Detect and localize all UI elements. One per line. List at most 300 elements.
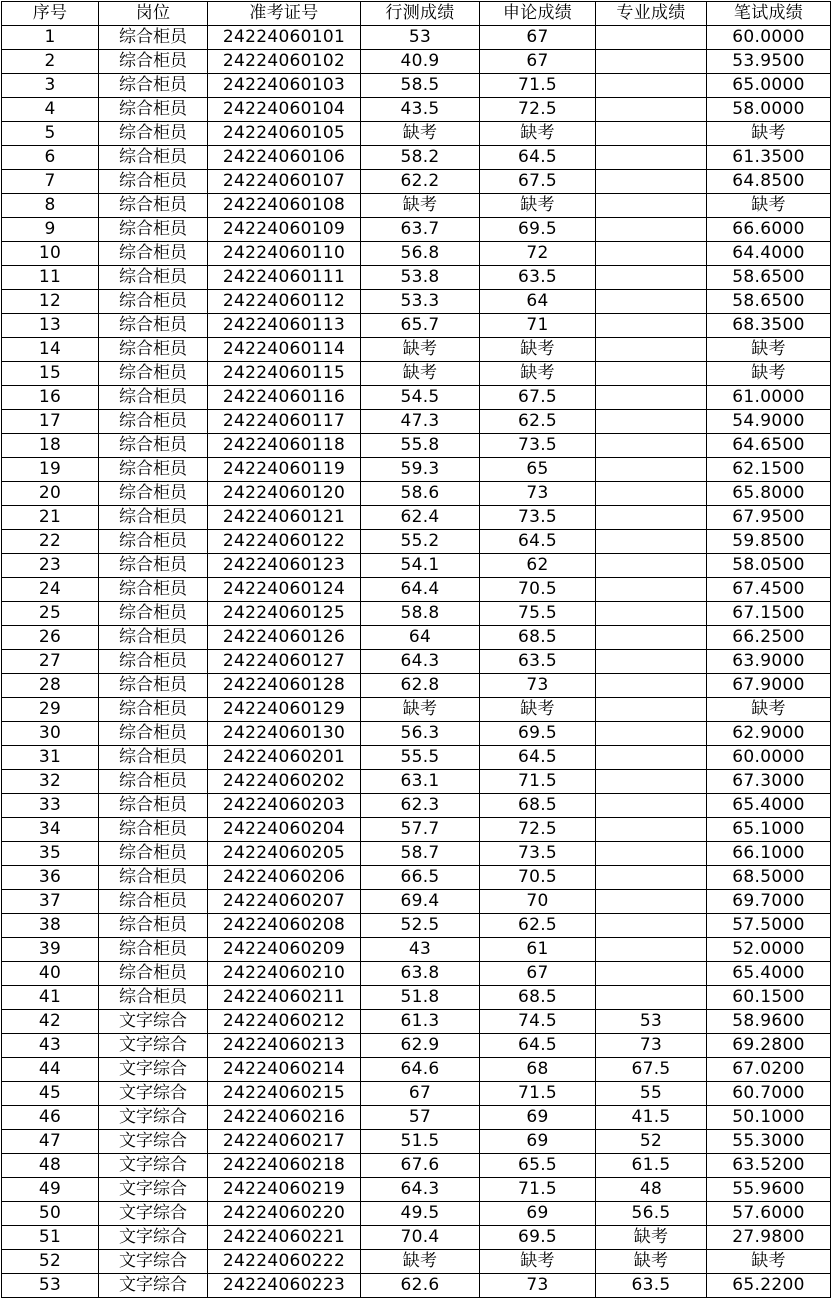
essay-score-cell: 72 [480, 242, 596, 266]
written-score-cell: 57.6000 [707, 1202, 831, 1226]
aptitude-score-cell: 56.8 [361, 242, 480, 266]
header-professional-score: 专业成绩 [596, 2, 707, 26]
seq-cell: 36 [2, 866, 99, 890]
professional-score-cell [596, 746, 707, 770]
table-row [2, 458, 831, 482]
essay-score-cell: 69 [480, 1130, 596, 1154]
essay-score-cell: 73.5 [480, 506, 596, 530]
position-cell: 综合柜员 [99, 626, 208, 650]
table-row [2, 194, 831, 218]
exam-id-cell: 24224060117 [208, 410, 361, 434]
aptitude-score-cell: 58.2 [361, 146, 480, 170]
exam-id-cell: 24224060220 [208, 1202, 361, 1226]
exam-id-cell: 24224060202 [208, 770, 361, 794]
professional-score-cell [596, 74, 707, 98]
table-row [2, 482, 831, 506]
aptitude-score-cell: 57.7 [361, 818, 480, 842]
professional-score-cell [596, 50, 707, 74]
essay-score-cell: 64.5 [480, 746, 596, 770]
exam-id-cell: 24224060218 [208, 1154, 361, 1178]
position-cell: 综合柜员 [99, 962, 208, 986]
seq-cell: 3 [2, 74, 99, 98]
exam-id-cell: 24224060211 [208, 986, 361, 1010]
table-row [2, 1226, 831, 1250]
professional-score-cell: 53 [596, 1010, 707, 1034]
position-cell: 综合柜员 [99, 242, 208, 266]
exam-id-cell: 24224060210 [208, 962, 361, 986]
table-row [2, 698, 831, 722]
aptitude-score-cell: 55.2 [361, 530, 480, 554]
table-row [2, 290, 831, 314]
position-cell: 综合柜员 [99, 554, 208, 578]
essay-score-cell: 缺考 [480, 362, 596, 386]
essay-score-cell: 68.5 [480, 986, 596, 1010]
seq-cell: 14 [2, 338, 99, 362]
table-row [2, 770, 831, 794]
written-score-cell: 52.0000 [707, 938, 831, 962]
written-score-cell: 69.7000 [707, 890, 831, 914]
seq-cell: 46 [2, 1106, 99, 1130]
professional-score-cell [596, 194, 707, 218]
professional-score-cell: 48 [596, 1178, 707, 1202]
professional-score-cell [596, 386, 707, 410]
professional-score-cell [596, 794, 707, 818]
essay-score-cell: 70 [480, 890, 596, 914]
professional-score-cell [596, 770, 707, 794]
exam-id-cell: 24224060201 [208, 746, 361, 770]
exam-id-cell: 24224060203 [208, 794, 361, 818]
aptitude-score-cell: 58.7 [361, 842, 480, 866]
aptitude-score-cell: 65.7 [361, 314, 480, 338]
exam-id-cell: 24224060115 [208, 362, 361, 386]
aptitude-score-cell: 47.3 [361, 410, 480, 434]
position-cell: 综合柜员 [99, 434, 208, 458]
header-aptitude-score: 行测成绩 [361, 2, 480, 26]
professional-score-cell [596, 554, 707, 578]
position-cell: 综合柜员 [99, 194, 208, 218]
table-row [2, 1178, 831, 1202]
table-row [2, 314, 831, 338]
written-score-cell: 66.6000 [707, 218, 831, 242]
essay-score-cell: 69 [480, 1106, 596, 1130]
essay-score-cell: 67 [480, 50, 596, 74]
written-score-cell: 58.6500 [707, 266, 831, 290]
exam-id-cell: 24224060125 [208, 602, 361, 626]
seq-cell: 27 [2, 650, 99, 674]
position-cell: 综合柜员 [99, 842, 208, 866]
exam-id-cell: 24224060102 [208, 50, 361, 74]
seq-cell: 34 [2, 818, 99, 842]
exam-id-cell: 24224060207 [208, 890, 361, 914]
professional-score-cell [596, 962, 707, 986]
essay-score-cell: 62.5 [480, 914, 596, 938]
seq-cell: 32 [2, 770, 99, 794]
position-cell: 综合柜员 [99, 314, 208, 338]
essay-score-cell: 71.5 [480, 74, 596, 98]
aptitude-score-cell: 52.5 [361, 914, 480, 938]
table-row [2, 962, 831, 986]
seq-cell: 23 [2, 554, 99, 578]
table-row [2, 1202, 831, 1226]
aptitude-score-cell: 55.8 [361, 434, 480, 458]
essay-score-cell: 67 [480, 962, 596, 986]
essay-score-cell: 缺考 [480, 338, 596, 362]
seq-cell: 41 [2, 986, 99, 1010]
exam-id-cell: 24224060204 [208, 818, 361, 842]
table-row [2, 74, 831, 98]
exam-id-cell: 24224060106 [208, 146, 361, 170]
aptitude-score-cell: 53.3 [361, 290, 480, 314]
written-score-cell: 55.9600 [707, 1178, 831, 1202]
professional-score-cell [596, 26, 707, 50]
seq-cell: 33 [2, 794, 99, 818]
written-score-cell: 65.4000 [707, 794, 831, 818]
professional-score-cell: 52 [596, 1130, 707, 1154]
header-essay-score: 申论成绩 [480, 2, 596, 26]
exam-id-cell: 24224060212 [208, 1010, 361, 1034]
table-row [2, 170, 831, 194]
written-score-cell: 65.2200 [707, 1274, 831, 1298]
written-score-cell: 61.0000 [707, 386, 831, 410]
written-score-cell: 61.3500 [707, 146, 831, 170]
aptitude-score-cell: 56.3 [361, 722, 480, 746]
table-row [2, 530, 831, 554]
written-score-cell: 66.2500 [707, 626, 831, 650]
professional-score-cell [596, 530, 707, 554]
seq-cell: 35 [2, 842, 99, 866]
written-score-cell: 66.1000 [707, 842, 831, 866]
professional-score-cell: 41.5 [596, 1106, 707, 1130]
seq-cell: 5 [2, 122, 99, 146]
seq-cell: 31 [2, 746, 99, 770]
position-cell: 文字综合 [99, 1034, 208, 1058]
professional-score-cell [596, 818, 707, 842]
essay-score-cell: 69.5 [480, 218, 596, 242]
position-cell: 综合柜员 [99, 290, 208, 314]
professional-score-cell: 61.5 [596, 1154, 707, 1178]
position-cell: 综合柜员 [99, 410, 208, 434]
professional-score-cell [596, 122, 707, 146]
table-row [2, 890, 831, 914]
seq-cell: 52 [2, 1250, 99, 1274]
essay-score-cell: 73 [480, 482, 596, 506]
position-cell: 综合柜员 [99, 818, 208, 842]
seq-cell: 19 [2, 458, 99, 482]
written-score-cell: 58.0500 [707, 554, 831, 578]
essay-score-cell: 63.5 [480, 650, 596, 674]
table-row [2, 818, 831, 842]
professional-score-cell [596, 170, 707, 194]
position-cell: 综合柜员 [99, 482, 208, 506]
professional-score-cell [596, 290, 707, 314]
exam-id-cell: 24224060123 [208, 554, 361, 578]
position-cell: 综合柜员 [99, 338, 208, 362]
position-cell: 文字综合 [99, 1202, 208, 1226]
table-row [2, 746, 831, 770]
table-row [2, 1154, 831, 1178]
essay-score-cell: 69.5 [480, 722, 596, 746]
table-row [2, 1058, 831, 1082]
essay-score-cell: 缺考 [480, 194, 596, 218]
aptitude-score-cell: 58.8 [361, 602, 480, 626]
essay-score-cell: 缺考 [480, 1250, 596, 1274]
written-score-cell: 65.0000 [707, 74, 831, 98]
table-row [2, 626, 831, 650]
essay-score-cell: 64.5 [480, 146, 596, 170]
written-score-cell: 69.2800 [707, 1034, 831, 1058]
seq-cell: 9 [2, 218, 99, 242]
written-score-cell: 缺考 [707, 362, 831, 386]
professional-score-cell: 缺考 [596, 1226, 707, 1250]
position-cell: 文字综合 [99, 1010, 208, 1034]
written-score-cell: 缺考 [707, 338, 831, 362]
table-row [2, 386, 831, 410]
exam-id-cell: 24224060120 [208, 482, 361, 506]
table-row [2, 914, 831, 938]
aptitude-score-cell: 缺考 [361, 122, 480, 146]
professional-score-cell [596, 242, 707, 266]
professional-score-cell [596, 578, 707, 602]
table-row [2, 266, 831, 290]
exam-id-cell: 24224060113 [208, 314, 361, 338]
essay-score-cell: 63.5 [480, 266, 596, 290]
table-row [2, 1130, 831, 1154]
position-cell: 综合柜员 [99, 722, 208, 746]
table-row [2, 26, 831, 50]
aptitude-score-cell: 62.6 [361, 1274, 480, 1298]
table-row [2, 1034, 831, 1058]
position-cell: 综合柜员 [99, 98, 208, 122]
exam-id-cell: 24224060206 [208, 866, 361, 890]
position-cell: 综合柜员 [99, 746, 208, 770]
seq-cell: 18 [2, 434, 99, 458]
table-row [2, 146, 831, 170]
written-score-cell: 57.5000 [707, 914, 831, 938]
essay-score-cell: 64 [480, 290, 596, 314]
written-score-cell: 54.9000 [707, 410, 831, 434]
exam-id-cell: 24224060209 [208, 938, 361, 962]
position-cell: 综合柜员 [99, 458, 208, 482]
exam-id-cell: 24224060112 [208, 290, 361, 314]
table-row [2, 410, 831, 434]
table-row [2, 578, 831, 602]
position-cell: 文字综合 [99, 1178, 208, 1202]
essay-score-cell: 64.5 [480, 530, 596, 554]
exam-id-cell: 24224060103 [208, 74, 361, 98]
exam-id-cell: 24224060111 [208, 266, 361, 290]
table-row [2, 650, 831, 674]
written-score-cell: 58.0000 [707, 98, 831, 122]
position-cell: 综合柜员 [99, 266, 208, 290]
position-cell: 综合柜员 [99, 74, 208, 98]
professional-score-cell: 63.5 [596, 1274, 707, 1298]
seq-cell: 28 [2, 674, 99, 698]
exam-id-cell: 24224060124 [208, 578, 361, 602]
written-score-cell: 67.4500 [707, 578, 831, 602]
exam-id-cell: 24224060109 [208, 218, 361, 242]
position-cell: 综合柜员 [99, 146, 208, 170]
written-score-cell: 67.9000 [707, 674, 831, 698]
professional-score-cell [596, 842, 707, 866]
essay-score-cell: 65 [480, 458, 596, 482]
essay-score-cell: 71.5 [480, 770, 596, 794]
seq-cell: 10 [2, 242, 99, 266]
seq-cell: 37 [2, 890, 99, 914]
written-score-cell: 27.9800 [707, 1226, 831, 1250]
exam-id-cell: 24224060116 [208, 386, 361, 410]
aptitude-score-cell: 59.3 [361, 458, 480, 482]
position-cell: 文字综合 [99, 1130, 208, 1154]
professional-score-cell [596, 434, 707, 458]
aptitude-score-cell: 64.4 [361, 578, 480, 602]
written-score-cell: 64.4000 [707, 242, 831, 266]
exam-id-cell: 24224060107 [208, 170, 361, 194]
position-cell: 综合柜员 [99, 530, 208, 554]
aptitude-score-cell: 53.8 [361, 266, 480, 290]
seq-cell: 4 [2, 98, 99, 122]
essay-score-cell: 65.5 [480, 1154, 596, 1178]
seq-cell: 40 [2, 962, 99, 986]
seq-cell: 20 [2, 482, 99, 506]
aptitude-score-cell: 58.6 [361, 482, 480, 506]
seq-cell: 43 [2, 1034, 99, 1058]
position-cell: 综合柜员 [99, 506, 208, 530]
position-cell: 综合柜员 [99, 794, 208, 818]
seq-cell: 48 [2, 1154, 99, 1178]
position-cell: 综合柜员 [99, 890, 208, 914]
exam-id-cell: 24224060222 [208, 1250, 361, 1274]
professional-score-cell [596, 866, 707, 890]
exam-id-cell: 24224060110 [208, 242, 361, 266]
written-score-cell: 68.5000 [707, 866, 831, 890]
written-score-cell: 65.1000 [707, 818, 831, 842]
table-row [2, 1250, 831, 1274]
position-cell: 文字综合 [99, 1154, 208, 1178]
table-row [2, 50, 831, 74]
exam-id-cell: 24224060219 [208, 1178, 361, 1202]
aptitude-score-cell: 53 [361, 26, 480, 50]
essay-score-cell: 61 [480, 938, 596, 962]
written-score-cell: 63.5200 [707, 1154, 831, 1178]
exam-id-cell: 24224060127 [208, 650, 361, 674]
seq-cell: 16 [2, 386, 99, 410]
exam-id-cell: 24224060215 [208, 1082, 361, 1106]
written-score-cell: 63.9000 [707, 650, 831, 674]
aptitude-score-cell: 54.5 [361, 386, 480, 410]
aptitude-score-cell: 67 [361, 1082, 480, 1106]
professional-score-cell: 55 [596, 1082, 707, 1106]
aptitude-score-cell: 49.5 [361, 1202, 480, 1226]
aptitude-score-cell: 63.8 [361, 962, 480, 986]
exam-id-cell: 24224060119 [208, 458, 361, 482]
professional-score-cell [596, 410, 707, 434]
professional-score-cell [596, 482, 707, 506]
table-row [2, 242, 831, 266]
position-cell: 综合柜员 [99, 986, 208, 1010]
position-cell: 文字综合 [99, 1274, 208, 1298]
professional-score-cell [596, 314, 707, 338]
essay-score-cell: 73 [480, 1274, 596, 1298]
position-cell: 文字综合 [99, 1250, 208, 1274]
seq-cell: 44 [2, 1058, 99, 1082]
seq-cell: 8 [2, 194, 99, 218]
professional-score-cell [596, 338, 707, 362]
position-cell: 综合柜员 [99, 26, 208, 50]
table-row [2, 842, 831, 866]
position-cell: 综合柜员 [99, 914, 208, 938]
written-score-cell: 67.1500 [707, 602, 831, 626]
essay-score-cell: 74.5 [480, 1010, 596, 1034]
written-score-cell: 53.9500 [707, 50, 831, 74]
seq-cell: 30 [2, 722, 99, 746]
aptitude-score-cell: 51.5 [361, 1130, 480, 1154]
seq-cell: 17 [2, 410, 99, 434]
seq-cell: 39 [2, 938, 99, 962]
position-cell: 综合柜员 [99, 866, 208, 890]
seq-cell: 25 [2, 602, 99, 626]
exam-id-cell: 24224060101 [208, 26, 361, 50]
exam-id-cell: 24224060104 [208, 98, 361, 122]
table-row [2, 866, 831, 890]
written-score-cell: 67.3000 [707, 770, 831, 794]
professional-score-cell [596, 98, 707, 122]
essay-score-cell: 62.5 [480, 410, 596, 434]
essay-score-cell: 69 [480, 1202, 596, 1226]
table-row [2, 122, 831, 146]
professional-score-cell [596, 890, 707, 914]
exam-id-cell: 24224060128 [208, 674, 361, 698]
aptitude-score-cell: 55.5 [361, 746, 480, 770]
written-score-cell: 68.3500 [707, 314, 831, 338]
written-score-cell: 60.0000 [707, 746, 831, 770]
aptitude-score-cell: 61.3 [361, 1010, 480, 1034]
table-row [2, 98, 831, 122]
professional-score-cell [596, 602, 707, 626]
exam-id-cell: 24224060216 [208, 1106, 361, 1130]
header-exam-id: 准考证号 [208, 2, 361, 26]
aptitude-score-cell: 58.5 [361, 74, 480, 98]
exam-id-cell: 24224060126 [208, 626, 361, 650]
written-score-cell: 58.9600 [707, 1010, 831, 1034]
exam-id-cell: 24224060105 [208, 122, 361, 146]
position-cell: 文字综合 [99, 1106, 208, 1130]
professional-score-cell [596, 698, 707, 722]
written-score-cell: 60.1500 [707, 986, 831, 1010]
position-cell: 文字综合 [99, 1226, 208, 1250]
seq-cell: 26 [2, 626, 99, 650]
seq-cell: 24 [2, 578, 99, 602]
position-cell: 综合柜员 [99, 386, 208, 410]
table-row [2, 554, 831, 578]
professional-score-cell [596, 506, 707, 530]
aptitude-score-cell: 缺考 [361, 338, 480, 362]
written-score-cell: 65.8000 [707, 482, 831, 506]
written-score-cell: 缺考 [707, 1250, 831, 1274]
header-written-score: 笔试成绩 [707, 2, 831, 26]
exam-id-cell: 24224060223 [208, 1274, 361, 1298]
table-row [2, 1274, 831, 1298]
aptitude-score-cell: 缺考 [361, 194, 480, 218]
table-row [2, 434, 831, 458]
seq-cell: 53 [2, 1274, 99, 1298]
seq-cell: 6 [2, 146, 99, 170]
table-row [2, 1082, 831, 1106]
exam-id-cell: 24224060208 [208, 914, 361, 938]
seq-cell: 45 [2, 1082, 99, 1106]
exam-id-cell: 24224060122 [208, 530, 361, 554]
written-score-cell: 67.0200 [707, 1058, 831, 1082]
professional-score-cell [596, 722, 707, 746]
